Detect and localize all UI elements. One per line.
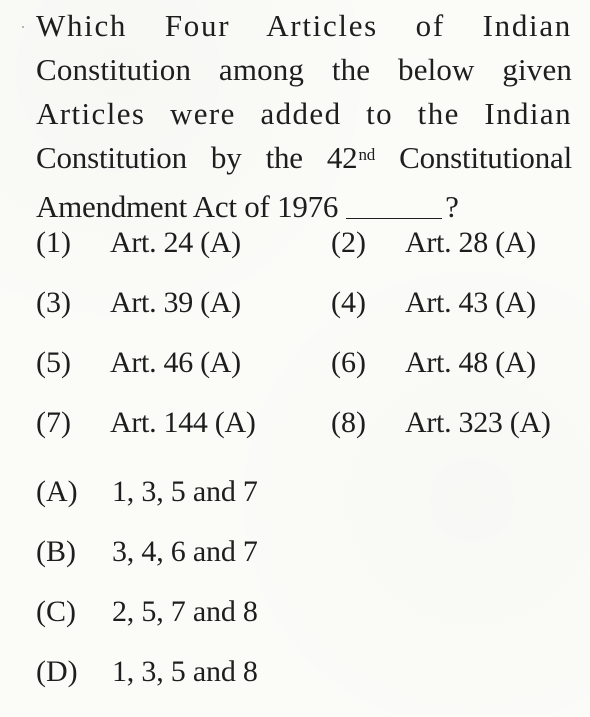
- article-item-4: [331, 288, 536, 318]
- option-text: 3, 4, 6 and 7: [112, 535, 258, 568]
- article-number: (7): [36, 406, 71, 439]
- article-item-6: [331, 348, 536, 378]
- question-line-4: [36, 136, 572, 185]
- article-number: (8): [331, 406, 366, 439]
- question-line-3: Articles were added to the Indian: [36, 96, 572, 131]
- article-text: Art. 46 (A): [110, 346, 241, 379]
- article-number: (2): [331, 226, 366, 259]
- article-item-5: [36, 348, 241, 378]
- article-number: (4): [331, 286, 366, 319]
- scan-speck: [22, 26, 24, 28]
- articles-grid: [36, 228, 581, 468]
- question-stem: [36, 4, 572, 229]
- article-text: Art. 144 (A): [110, 406, 256, 439]
- article-item-1: [36, 228, 241, 258]
- option-label: (A): [36, 475, 78, 508]
- question-line-2: Constitution among the below given: [36, 52, 572, 87]
- article-item-7: [36, 408, 256, 438]
- article-item-2: [331, 228, 536, 258]
- option-d[interactable]: [36, 657, 258, 717]
- article-text: Art. 48 (A): [405, 346, 536, 379]
- option-text: 2, 5, 7 and 8: [112, 595, 258, 628]
- option-text: 1, 3, 5 and 7: [112, 475, 258, 508]
- article-number: (6): [331, 346, 366, 379]
- question-line-4-end: Constitutional: [375, 140, 572, 175]
- article-item-8: [331, 408, 551, 438]
- option-label: (D): [36, 655, 78, 688]
- question-line-5: [36, 185, 572, 229]
- option-c[interactable]: [36, 597, 258, 657]
- article-text: Art. 43 (A): [405, 286, 536, 319]
- articles-row: [36, 228, 581, 288]
- option-text: 1, 3, 5 and 8: [112, 655, 258, 688]
- article-text: Art. 24 (A): [110, 226, 241, 259]
- question-line-5-start: Amendment Act of 1976: [36, 189, 339, 224]
- article-number: (1): [36, 226, 71, 259]
- articles-row: [36, 348, 581, 408]
- article-text: Art. 28 (A): [405, 226, 536, 259]
- option-a[interactable]: [36, 477, 258, 537]
- article-item-3: [36, 288, 241, 318]
- question-line-4-start: Constitution by the 42: [36, 140, 358, 175]
- article-number: (3): [36, 286, 71, 319]
- article-text: Art. 39 (A): [110, 286, 241, 319]
- option-label: (C): [36, 595, 76, 628]
- option-b[interactable]: [36, 537, 258, 597]
- answer-blank: [346, 194, 442, 219]
- article-number: (5): [36, 346, 71, 379]
- answer-options: [36, 477, 258, 717]
- question-line-1: Which Four Articles of Indian: [36, 8, 572, 43]
- article-text: Art. 323 (A): [405, 406, 551, 439]
- articles-row: [36, 408, 581, 468]
- ordinal-superscript: nd: [358, 145, 376, 164]
- option-label: (B): [36, 535, 76, 568]
- question-mark: ?: [445, 189, 459, 224]
- articles-row: [36, 288, 581, 348]
